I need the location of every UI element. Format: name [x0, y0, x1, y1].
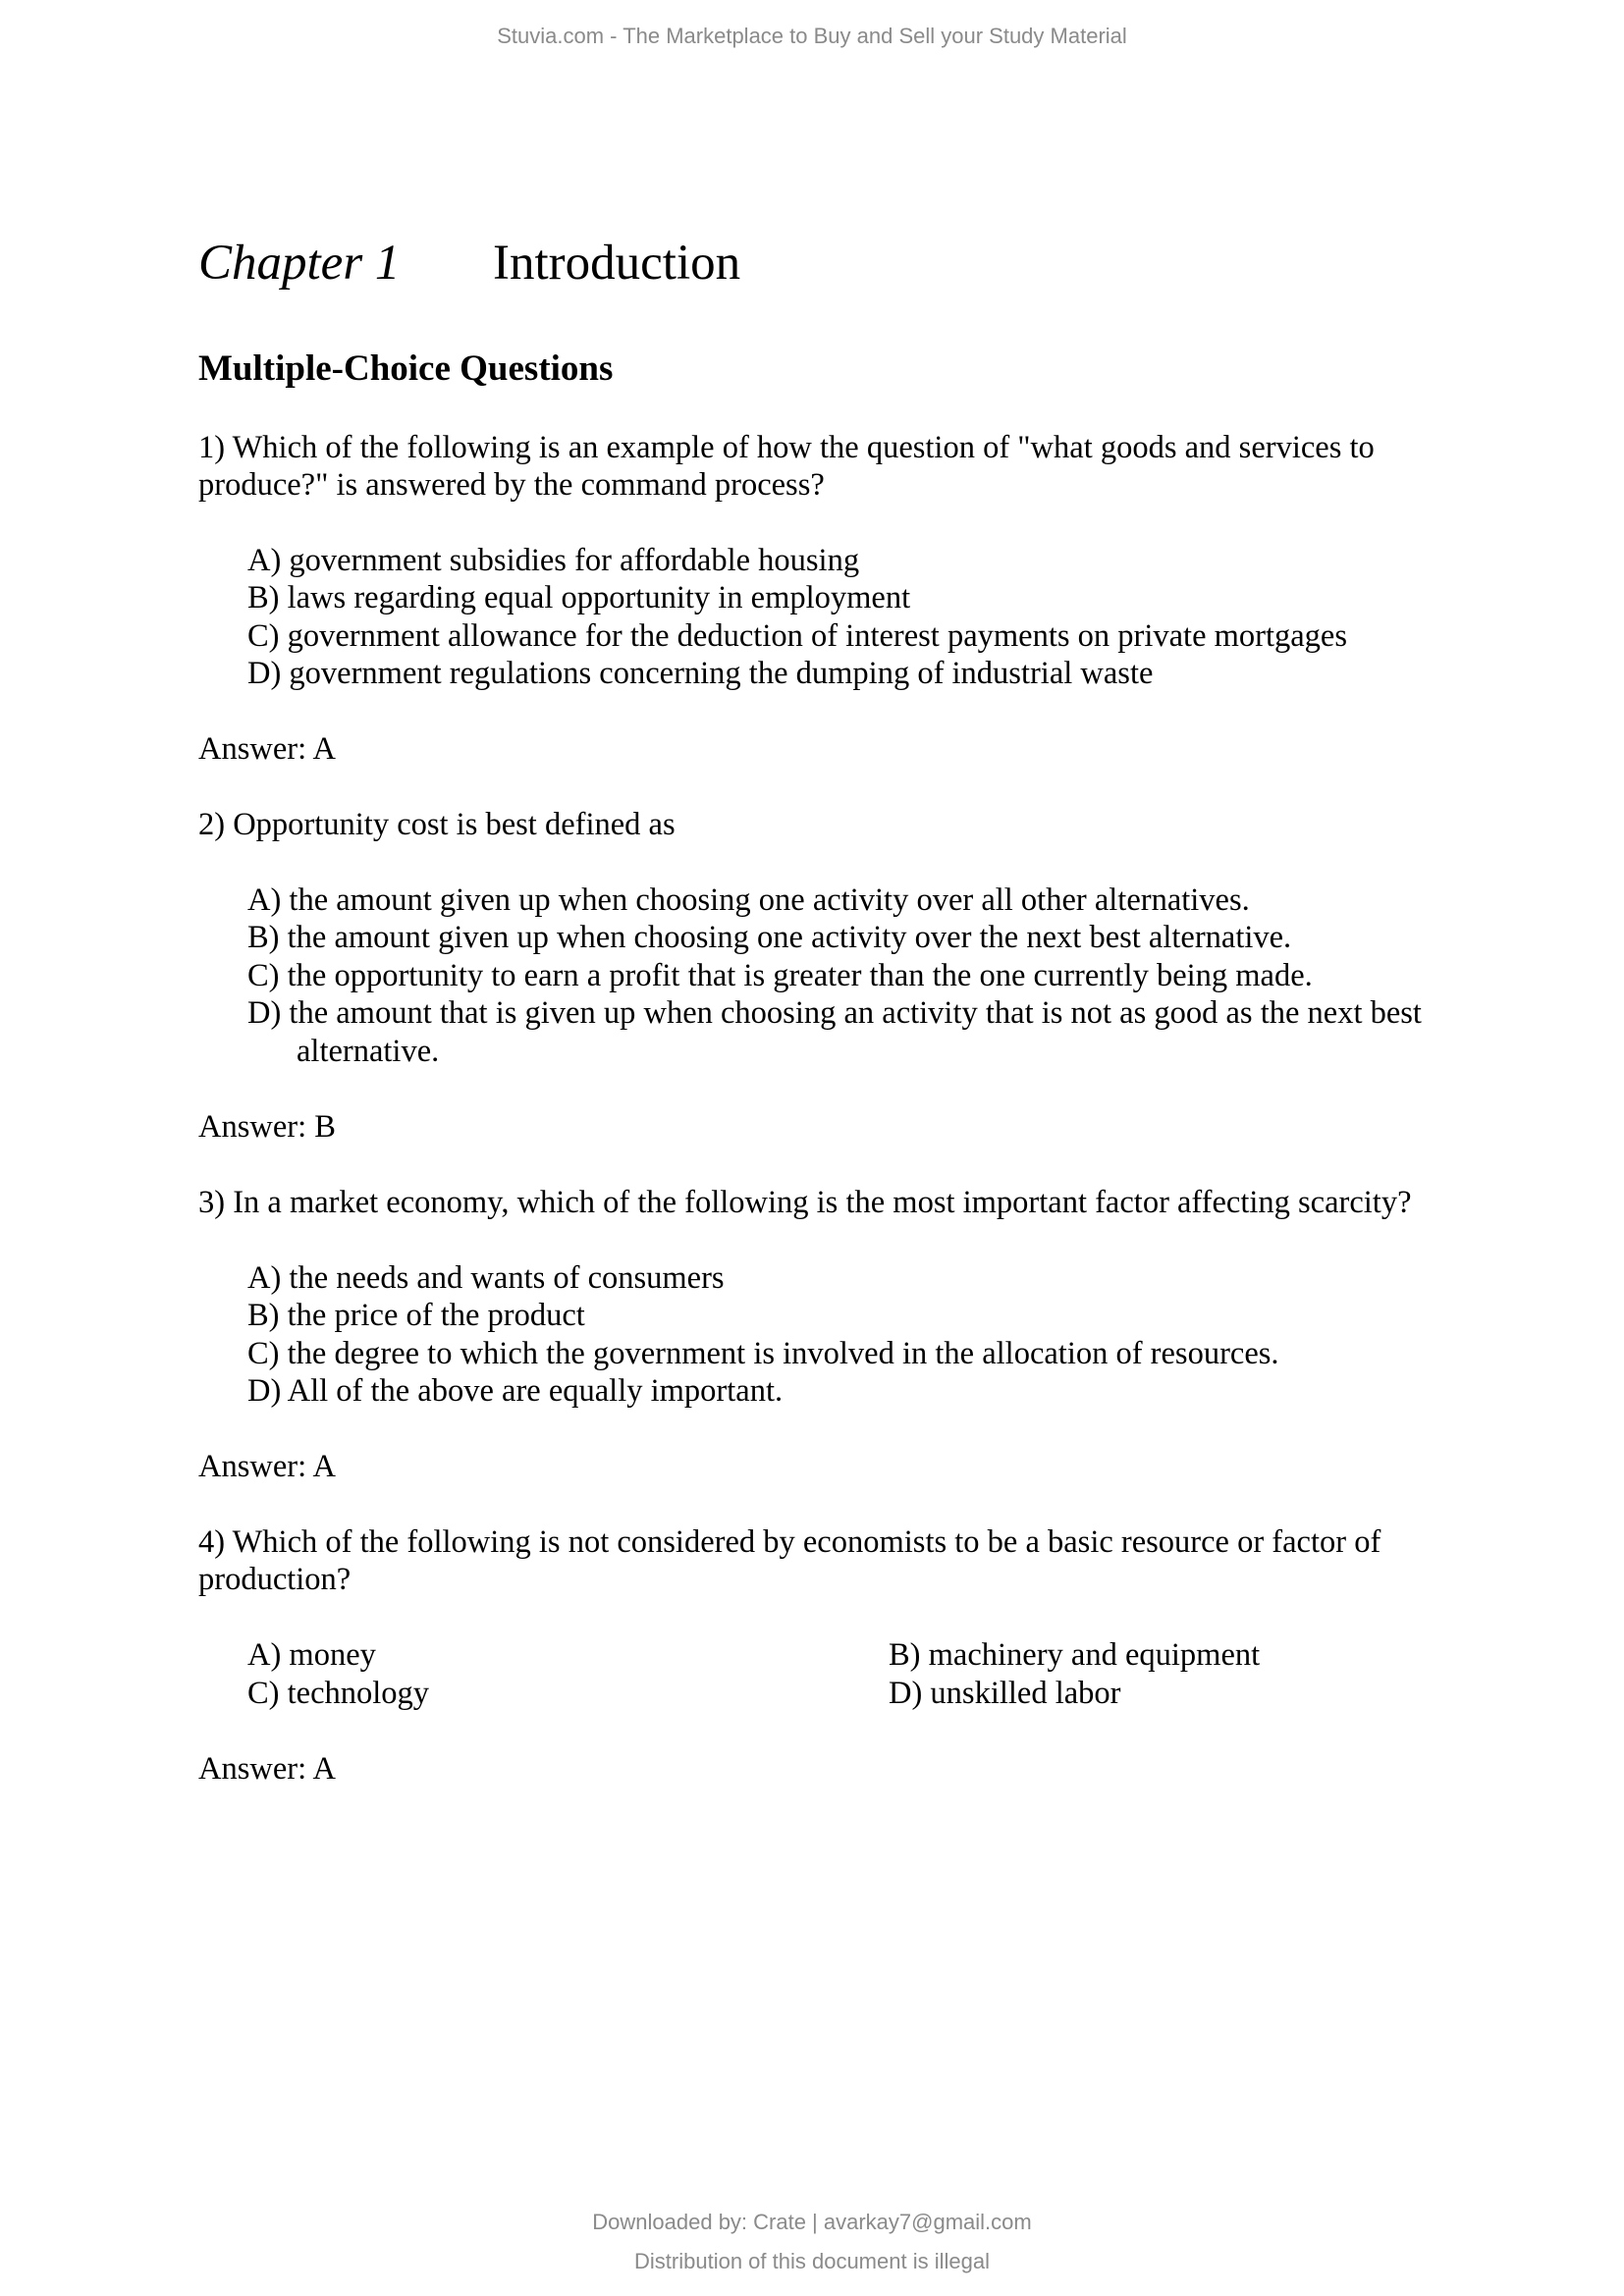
- section-heading: Multiple-Choice Questions: [198, 348, 614, 389]
- question-text-line: 3) In a market economy, which of the following is the most important factor affecting scarcity?: [198, 1185, 1412, 1220]
- question-text-line: 2) Opportunity cost is best defined as: [198, 807, 676, 842]
- answer: Answer: A: [198, 731, 336, 767]
- stuvia-watermark-header: Stuvia.com - The Marketplace to Buy and Sell your Study Material: [497, 24, 1127, 48]
- option-d: D) government regulations concerning the dumping of industrial waste: [247, 656, 1154, 691]
- option-c: C) government allowance for the deduction of interest payments on private mortgages: [247, 618, 1347, 654]
- question-text-line: 4) Which of the following is not considered by economists to be a basic resource or factor of: [198, 1524, 1381, 1560]
- question-text-line: production?: [198, 1562, 352, 1597]
- option-c: C) technology: [247, 1676, 430, 1711]
- chapter-number: Chapter 1: [198, 236, 401, 291]
- option-a: A) government subsidies for affordable housing: [247, 543, 860, 578]
- option-b: B) the price of the product: [247, 1298, 585, 1333]
- option-d: D) unskilled labor: [889, 1676, 1121, 1711]
- chapter-name: Introduction: [493, 236, 741, 291]
- answer: Answer: B: [198, 1109, 336, 1145]
- distribution-notice: Distribution of this document is illegal: [634, 2249, 990, 2273]
- option-d: D) All of the above are equally important.: [247, 1373, 784, 1409]
- option-d: D) the amount that is given up when choosing an activity that is not as good as the next best: [247, 995, 1422, 1031]
- option-a: A) the amount given up when choosing one activity over all other alternatives.: [247, 882, 1250, 918]
- option-b: B) machinery and equipment: [889, 1637, 1261, 1673]
- option-a: A) the needs and wants of consumers: [247, 1260, 725, 1296]
- download-attribution: Downloaded by: Crate | avarkay7@gmail.com: [592, 2210, 1032, 2234]
- option-a: A) money: [247, 1637, 376, 1673]
- option-b: B) laws regarding equal opportunity in employment: [247, 580, 911, 615]
- option-c: C) the opportunity to earn a profit that is greater than the one currently being made.: [247, 958, 1313, 993]
- option-d-continuation: alternative.: [297, 1034, 440, 1069]
- answer: Answer: A: [198, 1449, 336, 1484]
- answer: Answer: A: [198, 1751, 336, 1787]
- chapter-title: [198, 234, 740, 293]
- option-b: B) the amount given up when choosing one activity over the next best alternative.: [247, 920, 1292, 955]
- option-c: C) the degree to which the government is involved in the allocation of resources.: [247, 1336, 1279, 1371]
- question-text-line: 1) Which of the following is an example of how the question of "what goods and services to: [198, 430, 1375, 465]
- question-text-line: produce?" is answered by the command process?: [198, 467, 825, 503]
